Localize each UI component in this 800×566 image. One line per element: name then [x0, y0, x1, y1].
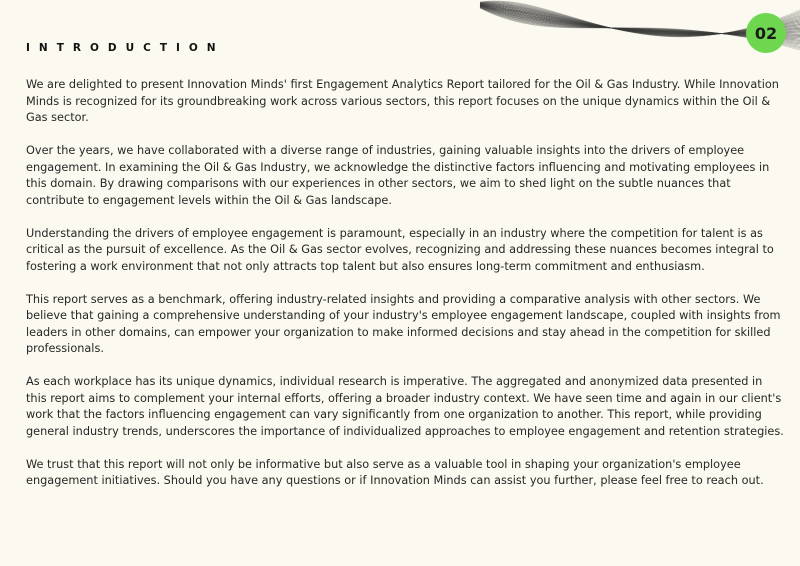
- body-text: [26, 77, 784, 506]
- paragraph: We are delighted to present Innovation Minds' first Engagement Analytics Report tailored for the Oil & Gas Industry. While Innovation Minds is recognized for its groundbreaking work across various sectors, this report focuses on the unique dynamics within the Oil & Gas sector.: [26, 78, 779, 124]
- page-number-badge: 02: [746, 13, 786, 53]
- paragraph: Understanding the drivers of employee engagement is paramount, especially in an industry where the competition for talent is as critical as the pursuit of excellence. As the Oil & Gas sector evolves, recognizing and addressing these nuances becomes integral to fostering a work environment that not only attracts top talent but also ensures long-term commitment and enthusiasm.: [26, 226, 774, 273]
- paragraph: As each workplace has its unique dynamics, individual research is imperative. The aggregated and anonymized data presented in this report aims to complement your internal efforts, offering a broader industry context. We have seen time and again in our client's work that the factors influencing engagement can vary significantly from one organization to another. This report, while providing general industry trends, underscores the importance of individualized approaches to employee engagement and retention strategies.: [26, 375, 784, 438]
- section-heading: INTRODUCTION: [26, 42, 225, 54]
- paragraph: This report serves as a benchmark, offering industry-related insights and providing a comparative analysis with other sectors. We believe that gaining a comprehensive understanding of your industry's employee engagement landscape, coupled with insights from leaders in other domains, can empower your organization to make informed decisions and stay ahead in the competition for skilled professionals.: [26, 292, 781, 355]
- paragraph: Over the years, we have collaborated with a diverse range of industries, gaining valuable insights into the drivers of employee engagement. In examining the Oil & Gas Industry, we acknowledge the distinctive factors influencing and motivating employees in this domain. By drawing comparisons with our experiences in other sectors, we aim to shed light on the subtle nuances that contribute to engagement levels within the Oil & Gas landscape.: [26, 144, 770, 207]
- paragraph: We trust that this report will not only be informative but also serve as a valuable tool in shaping your organization's employee engagement initiatives. Should you have any questions or if Innovation Minds can assist you further, please feel free to reach out.: [26, 457, 764, 487]
